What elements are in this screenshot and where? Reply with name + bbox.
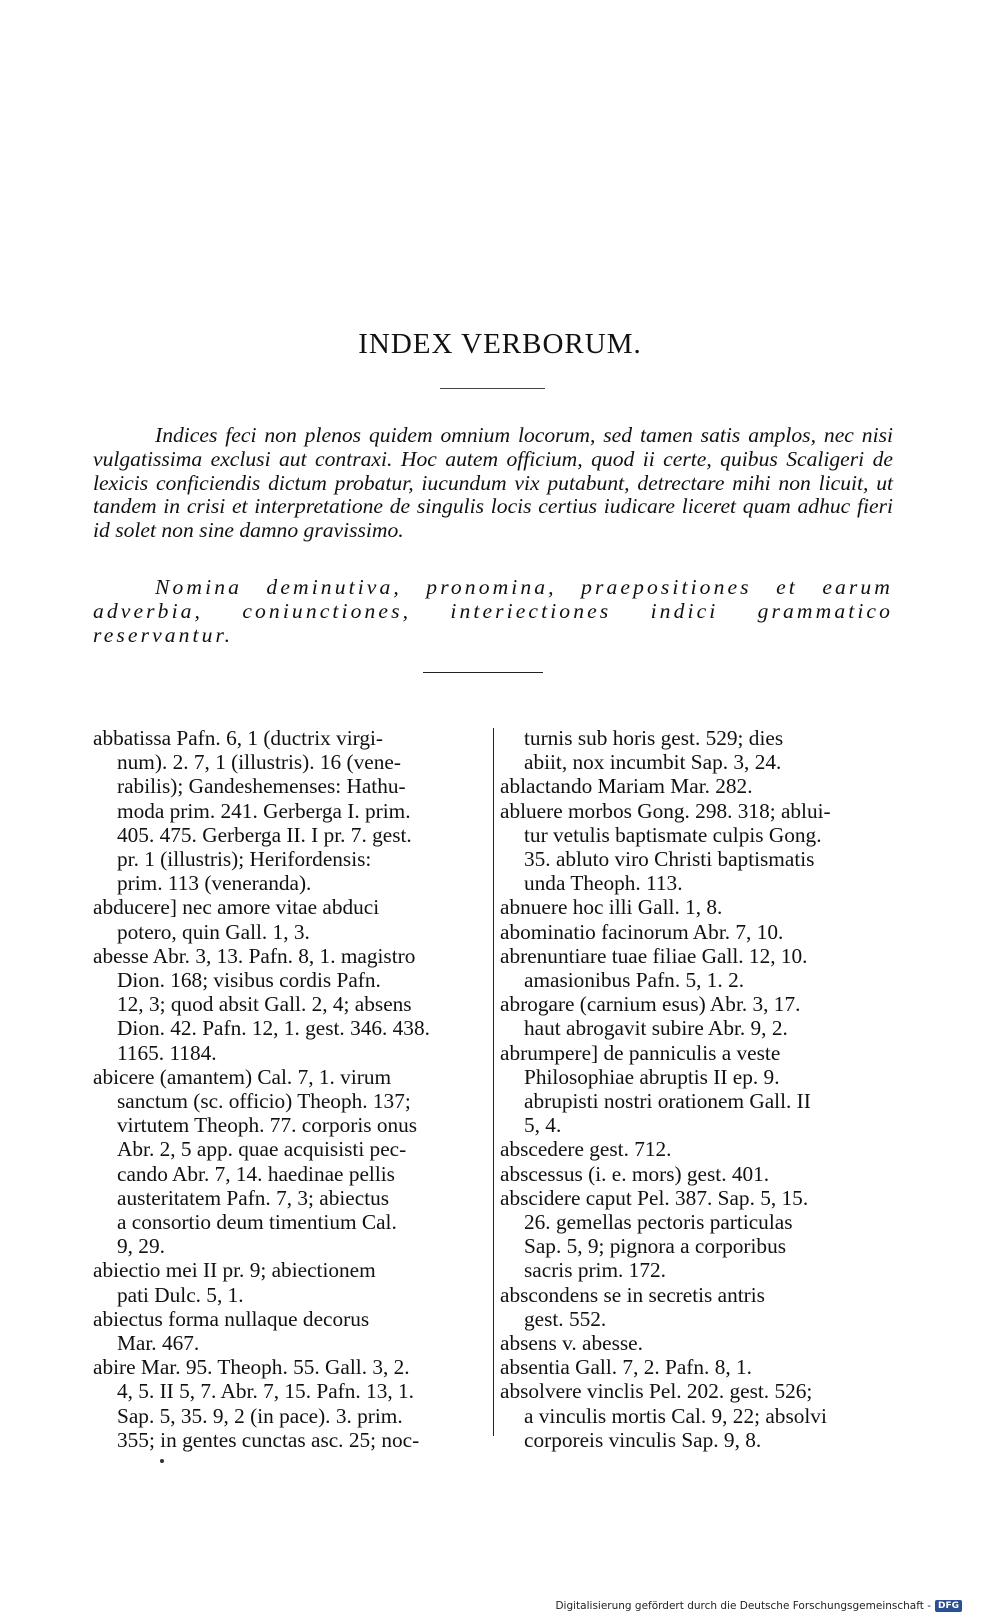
index-line: 4, 5. II 5, 7. Abr. 7, 15. Pafn. 13, 1. [117,1379,414,1404]
index-line: abrupisti nostri orationem Gall. II [524,1089,811,1114]
index-line: sanctum (sc. officio) Theoph. 137; [117,1089,411,1114]
index-line: potero, quin Gall. 1, 3. [117,919,310,944]
index-line: 9, 29. [117,1234,165,1259]
index-line: abesse Abr. 3, 13. Pafn. 8, 1. magistro [93,943,416,968]
index-line: pati Dulc. 5, 1. [117,1282,244,1307]
dfg-logo: DFG [935,1600,962,1612]
index-line: Abr. 2, 5 app. quae acquisisti pec- [117,1137,407,1162]
index-line: abrumpere] de panniculis a veste [500,1040,781,1065]
index-line: moda prim. 241. Gerberga I. prim. [117,798,411,823]
index-line: abscondens se in secretis antris [500,1282,765,1307]
index-line: sacris prim. 172. [524,1258,666,1283]
index-line: 35. abluto viro Christi baptismatis [524,847,815,872]
index-line: corporeis vinculis Sap. 9, 8. [524,1427,762,1452]
index-line: abiectio mei II pr. 9; abiectionem [93,1258,376,1283]
index-line: 5, 4. [524,1113,562,1138]
index-line: a vinculis mortis Cal. 9, 22; absolvi [524,1403,827,1428]
preface-text-1: Indices feci non plenos quidem omnium locorum, sed tamen satis amplos, nec nisi vulgatissima exclusi aut contraxi. Hoc autem officium, quod ii certe, quibus Scaligeri de lexicis conficiendis dictum probatur, iucundum vix putabunt, detrectare mihi non licuit, ut tandem in crisi et interpretatione de singulis locis certius iudicare liceret quam adhuc fieri id solet non sine damno gravissimo. [93,423,893,543]
index-line: abscidere caput Pel. 387. Sap. 5, 15. [500,1185,809,1210]
index-line: prim. 113 (veneranda). [117,871,312,896]
index-line: haut abrogavit subire Abr. 9, 2. [524,1016,788,1041]
index-line: 405. 475. Gerberga II. I pr. 7. gest. [117,822,412,847]
section-rule [423,672,543,673]
index-line: abrogare (carnium esus) Abr. 3, 17. [500,992,801,1017]
index-line: turnis sub horis gest. 529; dies [524,726,784,750]
index-line: 355; in gentes cunctas asc. 25; noc- [117,1427,420,1452]
index-line: num). 2. 7, 1 (illustris). 16 (vene- [117,750,401,775]
index-line: unda Theoph. 113. [524,871,683,896]
index-line: ablactando Mariam Mar. 282. [500,774,753,799]
index-line: 12, 3; quod absit Gall. 2, 4; absens [117,992,412,1017]
index-line: Sap. 5, 9; pignora a corporibus [524,1234,787,1259]
footer-text: Digitalisierung gefördert durch die Deutsche Forschungsgemeinschaft - [555,1600,931,1612]
print-mark [160,1459,164,1463]
index-line: amasionibus Pafn. 5, 1. 2. [524,968,745,993]
index-line: rabilis); Gandeshemenses: Hathu- [117,774,406,799]
index-line: Philosophiae abruptis II ep. 9. [524,1064,780,1089]
index-line: Mar. 467. [117,1331,200,1356]
index-column-left [93,726,481,1452]
index-line: cando Abr. 7, 14. haedinae pellis [117,1161,395,1186]
index-line: gest. 552. [524,1306,607,1331]
digitization-footer [555,1600,962,1612]
index-line: a consortio deum timentium Cal. [117,1210,397,1235]
index-line: abscedere gest. 712. [500,1137,672,1162]
column-divider [493,728,494,1436]
index-line: absolvere vinclis Pel. 202. gest. 526; [500,1379,813,1404]
index-line: abiit, nox incumbit Sap. 3, 24. [524,750,782,775]
index-line: Dion. 168; visibus cordis Pafn. [117,968,381,993]
preface-paragraph-1 [93,424,893,543]
index-line: abrenuntiare tuae filiae Gall. 12, 10. [500,943,808,968]
index-line: austeritatem Pafn. 7, 3; abiectus [117,1185,390,1210]
index-line: absens v. abesse. [500,1331,643,1356]
index-line: absentia Gall. 7, 2. Pafn. 8, 1. [500,1355,752,1380]
index-line: abbatissa Pafn. 6, 1 (ductrix virgi- [93,726,384,750]
preface-text-2: Nomina deminutiva, pronomina, praepositiones et earum adverbia, coniunctiones, interiectiones indici grammatico reservantur. [93,575,893,647]
title-rule [440,388,545,389]
index-line: tur vetulis baptismate culpis Gong. [524,822,822,847]
index-line: abscessus (i. e. mors) gest. 401. [500,1161,770,1186]
index-line: abominatio facinorum Abr. 7, 10. [500,919,784,944]
index-line: abicere (amantem) Cal. 7, 1. virum [93,1064,392,1089]
index-line: abducere] nec amore vitae abduci [93,895,380,920]
index-line: Sap. 5, 35. 9, 2 (in pace). 3. prim. [117,1403,403,1428]
index-line: virtutem Theoph. 77. corporis onus [117,1113,418,1138]
index-line: 1165. 1184. [117,1040,217,1065]
index-line: Dion. 42. Pafn. 12, 1. gest. 346. 438. [117,1016,430,1041]
page-title: INDEX VERBORUM. [358,328,642,360]
index-line: abiectus forma nullaque decorus [93,1306,370,1331]
index-line: abire Mar. 95. Theoph. 55. Gall. 3, 2. [93,1355,410,1380]
index-line: pr. 1 (illustris); Herifordensis: [117,847,372,872]
index-column-right [500,726,888,1452]
index-line: abnuere hoc illi Gall. 1, 8. [500,895,723,920]
index-line: abluere morbos Gong. 298. 318; ablui- [500,798,831,823]
index-line: 26. gemellas pectoris particulas [524,1210,793,1235]
preface-paragraph-2 [93,576,893,647]
